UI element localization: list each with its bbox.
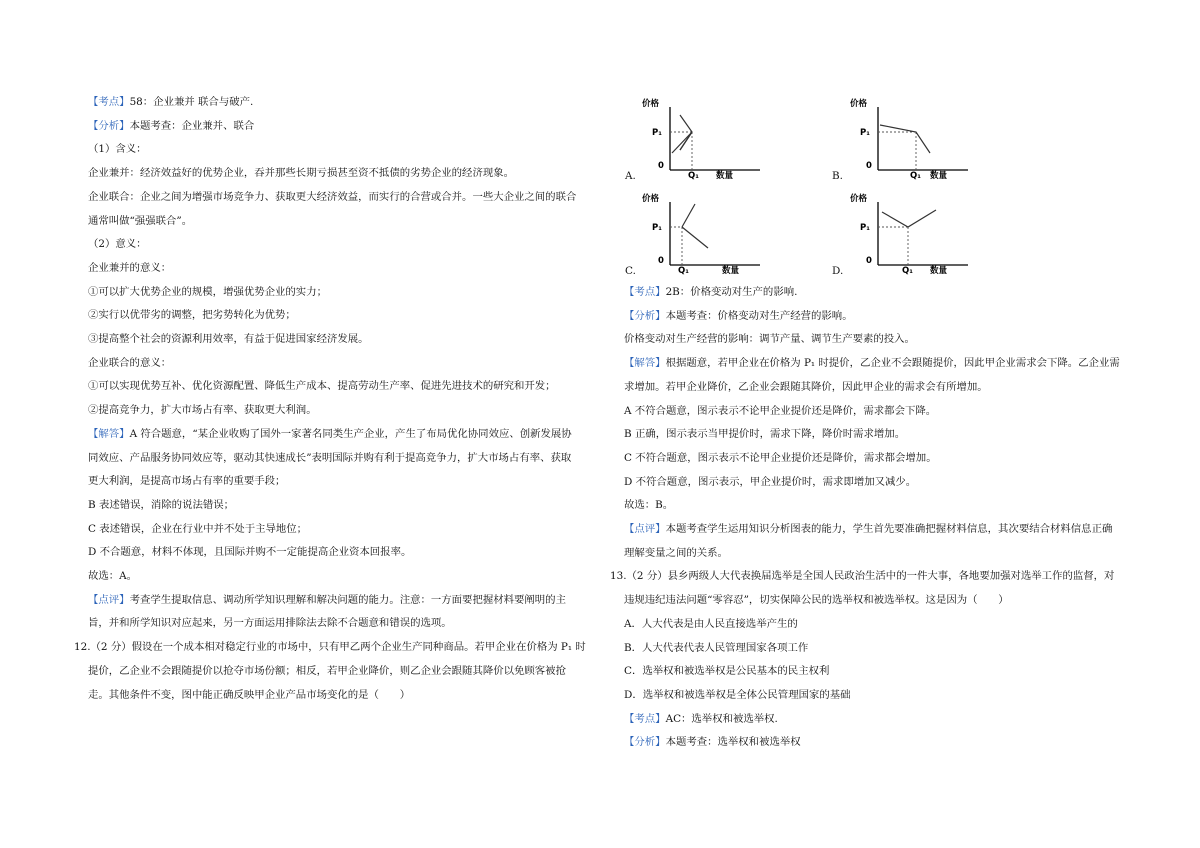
line-text: 价格变动对生产经营的影响：调节产量、调节生产要素的投入。 (624, 333, 915, 346)
y-axis-label: 价格 (850, 194, 868, 204)
left-text-line (88, 451, 571, 465)
line-text: ②提高竞争力，扩大市场占有率、获取更大利润。 (88, 404, 317, 417)
left-text-line (88, 664, 566, 678)
left-text-line (88, 688, 410, 702)
left-text-line (88, 214, 192, 228)
right-text-line (610, 569, 1114, 583)
chart-b (848, 95, 1008, 185)
line-text: 企业联合的意义： (88, 356, 172, 369)
section-tag: 【分析】 (88, 119, 130, 132)
right-text-line (624, 285, 797, 299)
origin-label: 0 (866, 161, 872, 171)
line-text: A 不符合题意，图示表示不论甲企业提价还是降价，需求都会下降。 (624, 404, 937, 417)
line-text: C．选举权和被选举权是公民基本的民主权利 (624, 665, 830, 678)
line-text: D 不合题意，材料不体现，且国际并购不一定能提高企业资本回报率。 (88, 546, 412, 559)
y-axis-label: 价格 (642, 99, 660, 109)
line-text: 故选：A。 (88, 570, 138, 582)
line-text: ①可以扩大优势企业的规模，增强优势企业的实力； (88, 285, 327, 298)
origin-label: 0 (866, 256, 872, 266)
curve-a-1 (680, 115, 692, 150)
chart-d (848, 190, 1008, 280)
left-text-line (88, 498, 234, 512)
figure-c (640, 190, 800, 284)
section-tag: 【考点】 (624, 286, 666, 298)
line-text: B 正确，图示表示当甲提价时，需求下降，降价时需求增加。 (624, 428, 906, 441)
line-text: 考查学生提取信息、调动所学知识理解和解决问题的能力。注意：一方面要把握材料要阐明的主 (129, 593, 566, 606)
line-text: A．人大代表是由人民直接选举产生的 (624, 617, 798, 630)
left-text-line (88, 142, 147, 156)
option-a-label[interactable]: A. (625, 170, 636, 182)
line-text: D 不符合题意，图示表示，甲企业提价时，需求即增加又减少。 (624, 475, 917, 488)
right-text-line (624, 498, 673, 512)
origin-label: 0 (658, 161, 664, 171)
right-text-line (624, 309, 853, 323)
left-text-line (88, 356, 171, 370)
curve-b (880, 125, 930, 153)
left-text-line (88, 285, 327, 299)
line-text: ②实行以优带劣的调整，把劣势转化为优势； (88, 309, 296, 322)
left-text-line (88, 569, 137, 583)
right-text-line (624, 475, 916, 489)
line-text: 企业联合：企业之间为增强市场竞争力、获取更大经济效益，而实行的合营或合并。一些大企业之间的联合 (88, 190, 577, 203)
left-text-line (88, 166, 514, 180)
q-label: Q₁ (910, 171, 921, 181)
origin-label: 0 (658, 256, 664, 266)
left-text-line (74, 640, 586, 654)
section-tag: 【解答】 (88, 427, 130, 440)
line-text: 58：企业兼并 联合与破产. (129, 96, 254, 108)
option-c-label[interactable]: C. (625, 265, 636, 277)
x-axis-label: 数量 (722, 266, 740, 276)
line-text: 旨，并和所学知识对应起来，另一方面运用排除法去除不合题意和错误的选项。 (88, 617, 452, 630)
section-tag: 【解答】 (624, 357, 666, 370)
line-text: ③提高整个社会的资源利用效率，有益于促进国家经济发展。 (88, 333, 369, 345)
section-tag: 【分析】 (624, 736, 666, 749)
line-text: 走。其他条件不变，图中能正确反映甲企业产品市场变化的是（ ） (88, 688, 411, 701)
right-text-line (624, 735, 801, 749)
figure-a (640, 95, 800, 189)
p-label: P₁ (860, 128, 870, 138)
right-text-line (624, 593, 1009, 607)
p-label: P₁ (652, 223, 662, 233)
x-axis-label: 数量 (930, 171, 948, 181)
section-tag: 【考点】 (88, 96, 130, 108)
left-text-line (88, 403, 317, 417)
right-text-line (624, 664, 829, 678)
line-text: 企业兼并：经济效益好的优势企业，吞并那些长期亏损甚至资不抵债的劣势企业的经济现象。 (88, 167, 515, 180)
right-text-line (624, 712, 778, 726)
line-text: 同效应、产品服务协同效应等，驱动其快速成长”表明国际并购有利于提高竞争力，扩大市场占有率、获取 (88, 451, 572, 464)
q-label: Q₁ (678, 266, 689, 276)
left-text-line (88, 237, 147, 251)
left-text-line (88, 119, 254, 133)
line-text: 故选：B。 (624, 499, 674, 512)
option-b-label[interactable]: B. (832, 170, 843, 182)
right-text-line (624, 617, 798, 631)
line-text: D．选举权和被选举权是全体公民管理国家的基础 (624, 688, 851, 701)
right-text-line (624, 688, 851, 702)
section-tag: 【点评】 (88, 593, 130, 606)
line-text: 13.（2 分）县乡两级人大代表换届选举是全国人民政治生活中的一件大事，各地要加强对选举工作的监督，对 (610, 570, 1115, 583)
right-text-line (624, 380, 988, 394)
right-text-line (624, 356, 1120, 370)
left-text-line (88, 545, 411, 559)
line-text: C 不符合题意，图示表示不论甲企业提价还是降价，需求都会增加。 (624, 451, 937, 464)
section-tag: 【考点】 (624, 712, 666, 725)
section-tag: 【点评】 (624, 523, 666, 535)
left-text-line (88, 379, 556, 393)
left-text-line (88, 522, 307, 536)
right-text-line (624, 332, 915, 346)
left-text-line (88, 593, 566, 607)
line-text: 违规违纪违法问题“零容忍”，切实保障公民的选举权和被选举权。这是因为（ ） (624, 594, 1009, 607)
q-label: Q₁ (688, 171, 699, 181)
right-text-line (624, 451, 937, 465)
y-axis-label: 价格 (642, 194, 660, 204)
section-tag: 【分析】 (624, 309, 666, 322)
line-text: 企业兼并的意义： (88, 261, 172, 274)
curve-d (882, 210, 936, 227)
line-text: 求增加。若甲企业降价，乙企业会跟随其降价，因此甲企业的需求会有所增加。 (624, 380, 988, 393)
figure-d (848, 190, 1008, 284)
line-text: 12.（2 分）假设在一个成本相对稳定行业的市场中，只有甲乙两个企业生产同种商品。若甲企业在价格为 P₁ 时 (74, 641, 586, 654)
right-text-line (624, 427, 905, 441)
line-text: 通常叫做“强强联合”。 (88, 214, 193, 227)
option-d-label[interactable]: D. (832, 265, 844, 277)
line-text: A 符合题意，“某企业收购了国外一家著名同类生产企业，产生了布局优化协同效应、创新发展协 (129, 427, 572, 440)
line-text: 本题考查：选举权和被选举权 (665, 736, 801, 749)
chart-a (640, 95, 800, 185)
line-text: （1）含义： (88, 143, 147, 156)
left-text-line (88, 474, 285, 488)
right-text-line (624, 546, 728, 560)
x-axis-label: 数量 (930, 266, 948, 276)
right-text-line (624, 641, 808, 655)
line-text: 提价，乙企业不会跟随提价以抢夺市场份额；相反，若甲企业降价，则乙企业会跟随其降价以免顾客被抢 (88, 664, 566, 677)
left-text-line (88, 427, 572, 441)
left-text-line (88, 261, 171, 275)
right-text-line (624, 404, 936, 418)
line-text: 更大利润，是提高市场占有率的重要手段； (88, 475, 286, 488)
left-text-line (88, 308, 296, 322)
line-text: （2）意义： (88, 238, 147, 251)
line-text: 本题考查学生运用知识分析图表的能力，学生首先要准确把握材料信息，其次要结合材料信息正确 (665, 523, 1113, 535)
left-text-line (88, 95, 253, 109)
right-text-line (624, 522, 1112, 536)
line-text: 2B：价格变动对生产的影响. (665, 286, 798, 298)
q-label: Q₁ (902, 266, 913, 276)
chart-c (640, 190, 800, 280)
left-text-line (88, 616, 452, 630)
line-text: B．人大代表代表人民管理国家各项工作 (624, 641, 809, 654)
line-text: 本题考查：企业兼并、联合 (129, 119, 255, 132)
y-axis-label: 价格 (850, 99, 868, 109)
left-text-line (88, 190, 576, 204)
line-text: B 表述错误，消除的说法错误； (88, 498, 235, 511)
line-text: ①可以实现优势互补、优化资源配置、降低生产成本、提高劳动生产率、促进先进技术的研究和开发； (88, 380, 556, 393)
figure-b (848, 95, 1008, 189)
p-label: P₁ (652, 128, 662, 138)
line-text: AC：选举权和被选举权. (665, 712, 778, 725)
line-text: 本题考查：价格变动对生产经营的影响。 (665, 309, 853, 322)
line-text: 理解变量之间的关系。 (624, 546, 728, 559)
line-text: C 表述错误，企业在行业中并不处于主导地位； (88, 522, 308, 535)
left-text-line (88, 332, 369, 346)
p-label: P₁ (860, 223, 870, 233)
x-axis-label: 数量 (716, 171, 734, 181)
line-text: 根据题意，若甲企业在价格为 P₁ 时提价，乙企业不会跟随提价，因此甲企业需求会下降。乙企业需 (665, 357, 1120, 370)
